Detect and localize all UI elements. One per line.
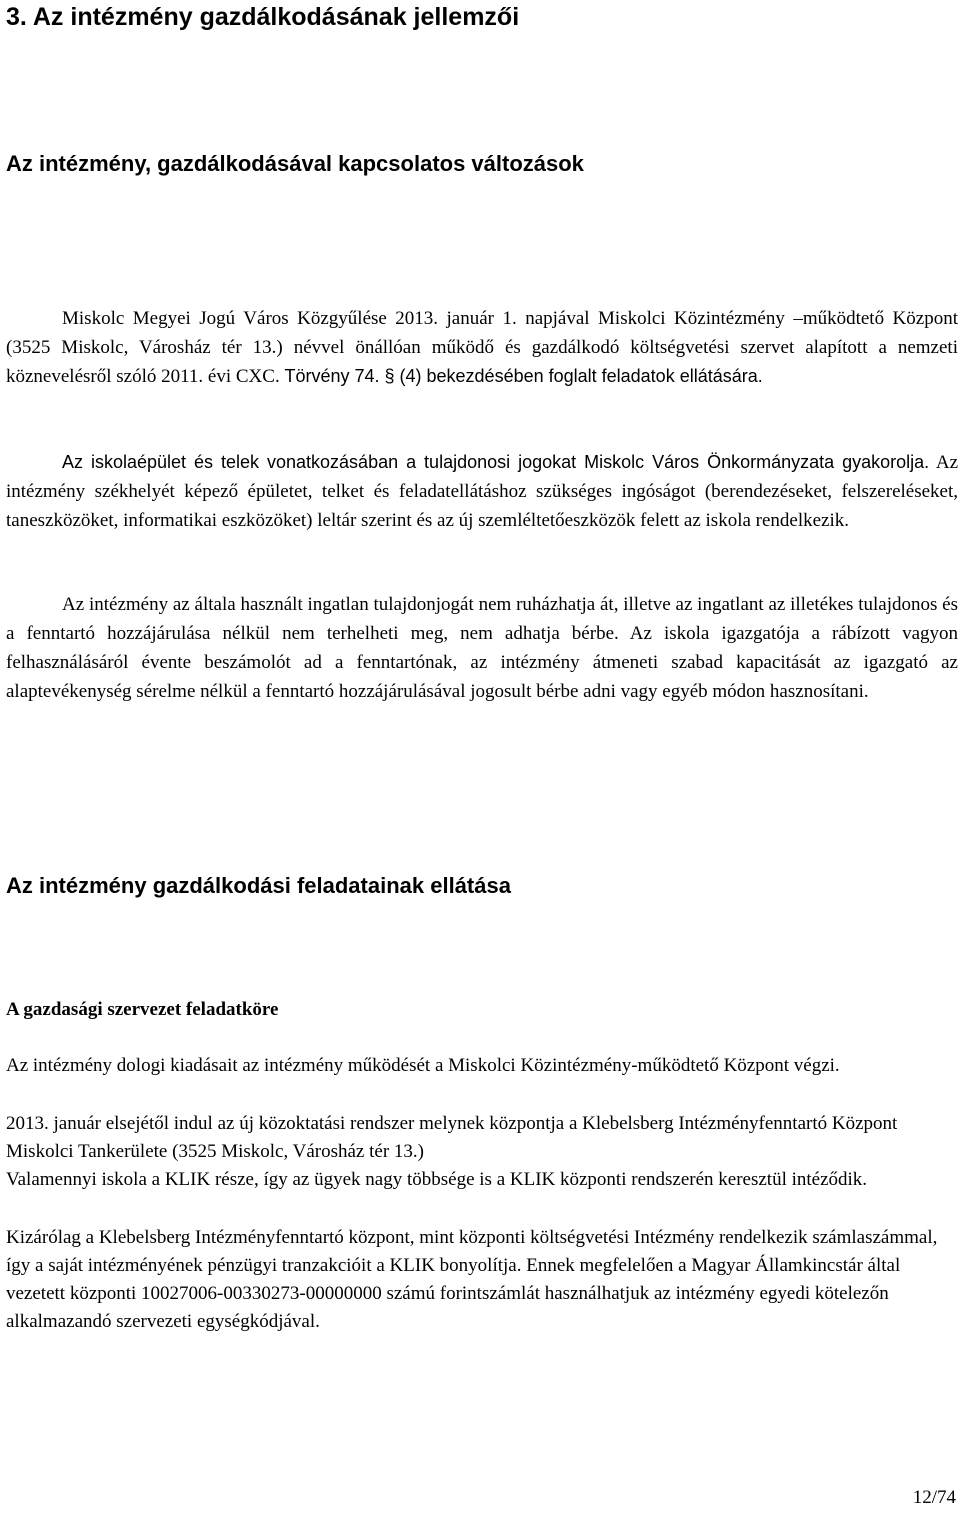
subsection-subtitle-economic-org: A gazdasági szervezet feladatköre [6, 999, 279, 1020]
paragraph-property-use: Az intézmény az általa használt ingatlan tulajdonjogát nem ruházhatja át, illetve az ingatlant az illetékes tulajdonos és a fenntartó hozzájárulása nélkül nem terhelheti meg, nem adhatja bérbe. Az iskola igazgatója a rábízott vagyon felhasználásáról évente beszámolót ad a fenntartónak, az intézmény átmeneti szabad kapacitását az igazgató az alaptevékenység sérelme nélkül a fenntartó hozzájárulásával jogosult bérbe adni vagy egyéb módon hasznosítani. [6, 594, 958, 702]
page-number: 12/74 [912, 1487, 956, 1508]
paragraph-ownership-rights: Az iskolaépület és telek vonatkozásában a tulajdonosi jogokat Miskolc Város Önkormányzata gyakorolja. [62, 452, 930, 472]
paragraph-klik: Valamennyi iskola a KLIK része, így az ügyek nagy többsége is a KLIK központi rendszerén keresztül intéződik. [6, 1169, 868, 1190]
paragraph-founding-text: Miskolc Megyei Jogú Város Közgyűlése 2013. január 1. napjával Miskolci Közintézmény –működtető Központ (3525 Miskolc, Városház tér 13.) névvel önállóan működő és gazdálkodó költségvetési szervet alapított a nemzeti köznevelésről szóló 2011. évi CXC. [6, 308, 958, 387]
paragraph-ownership [6, 448, 958, 535]
paragraph-new-system: 2013. január elsejétől indul az új közoktatási rendszer melynek központja a Klebelsberg Intézményfenntartó Központ Miskolci Tankerülete (3525 Miskolc, Városház tér 13.) [6, 1113, 898, 1162]
subsection-title-tasks: Az intézmény gazdálkodási feladatainak ellátása [6, 873, 511, 898]
paragraph-founding [6, 304, 958, 391]
paragraph-account: Kizárólag a Klebelsberg Intézményfenntartó központ, mint központi költségvetési Intézmény rendelkezik számlaszámmal, így a saját intézményének pénzügyi tranzakcióit a KLIK bonyolítja. Ennek megfelelően a Magyar Államkincstár által vezetett központi 10027006-00330273-00000000 számú forintszámlát használhatjuk az intézmény egyedi kötelezőn alkalmazandó szervezeti egységkódjával. [6, 1227, 938, 1332]
section-title: 3. Az intézmény gazdálkodásának jellemzői [6, 3, 520, 31]
paragraph-founding-law: Törvény 74. § (4) bekezdésében foglalt feladatok ellátására. [284, 366, 763, 386]
paragraph-ownership-assets: Az intézmény székhelyét képező épületet, telket és feladatellátáshoz szükséges ingóságot (berendezéseket, felszereléseket, taneszközöket, informatikai eszközöket) leltár szerint és az új szemléltetőeszközök felett az iskola rendelkezik. [6, 452, 959, 531]
paragraph-costs: Az intézmény dologi kiadásait az intézmény működését a Miskolci Közintézmény-működtető Központ végzi. [6, 1055, 840, 1076]
subsection-title-changes: Az intézmény, gazdálkodásával kapcsolatos változások [6, 151, 584, 176]
